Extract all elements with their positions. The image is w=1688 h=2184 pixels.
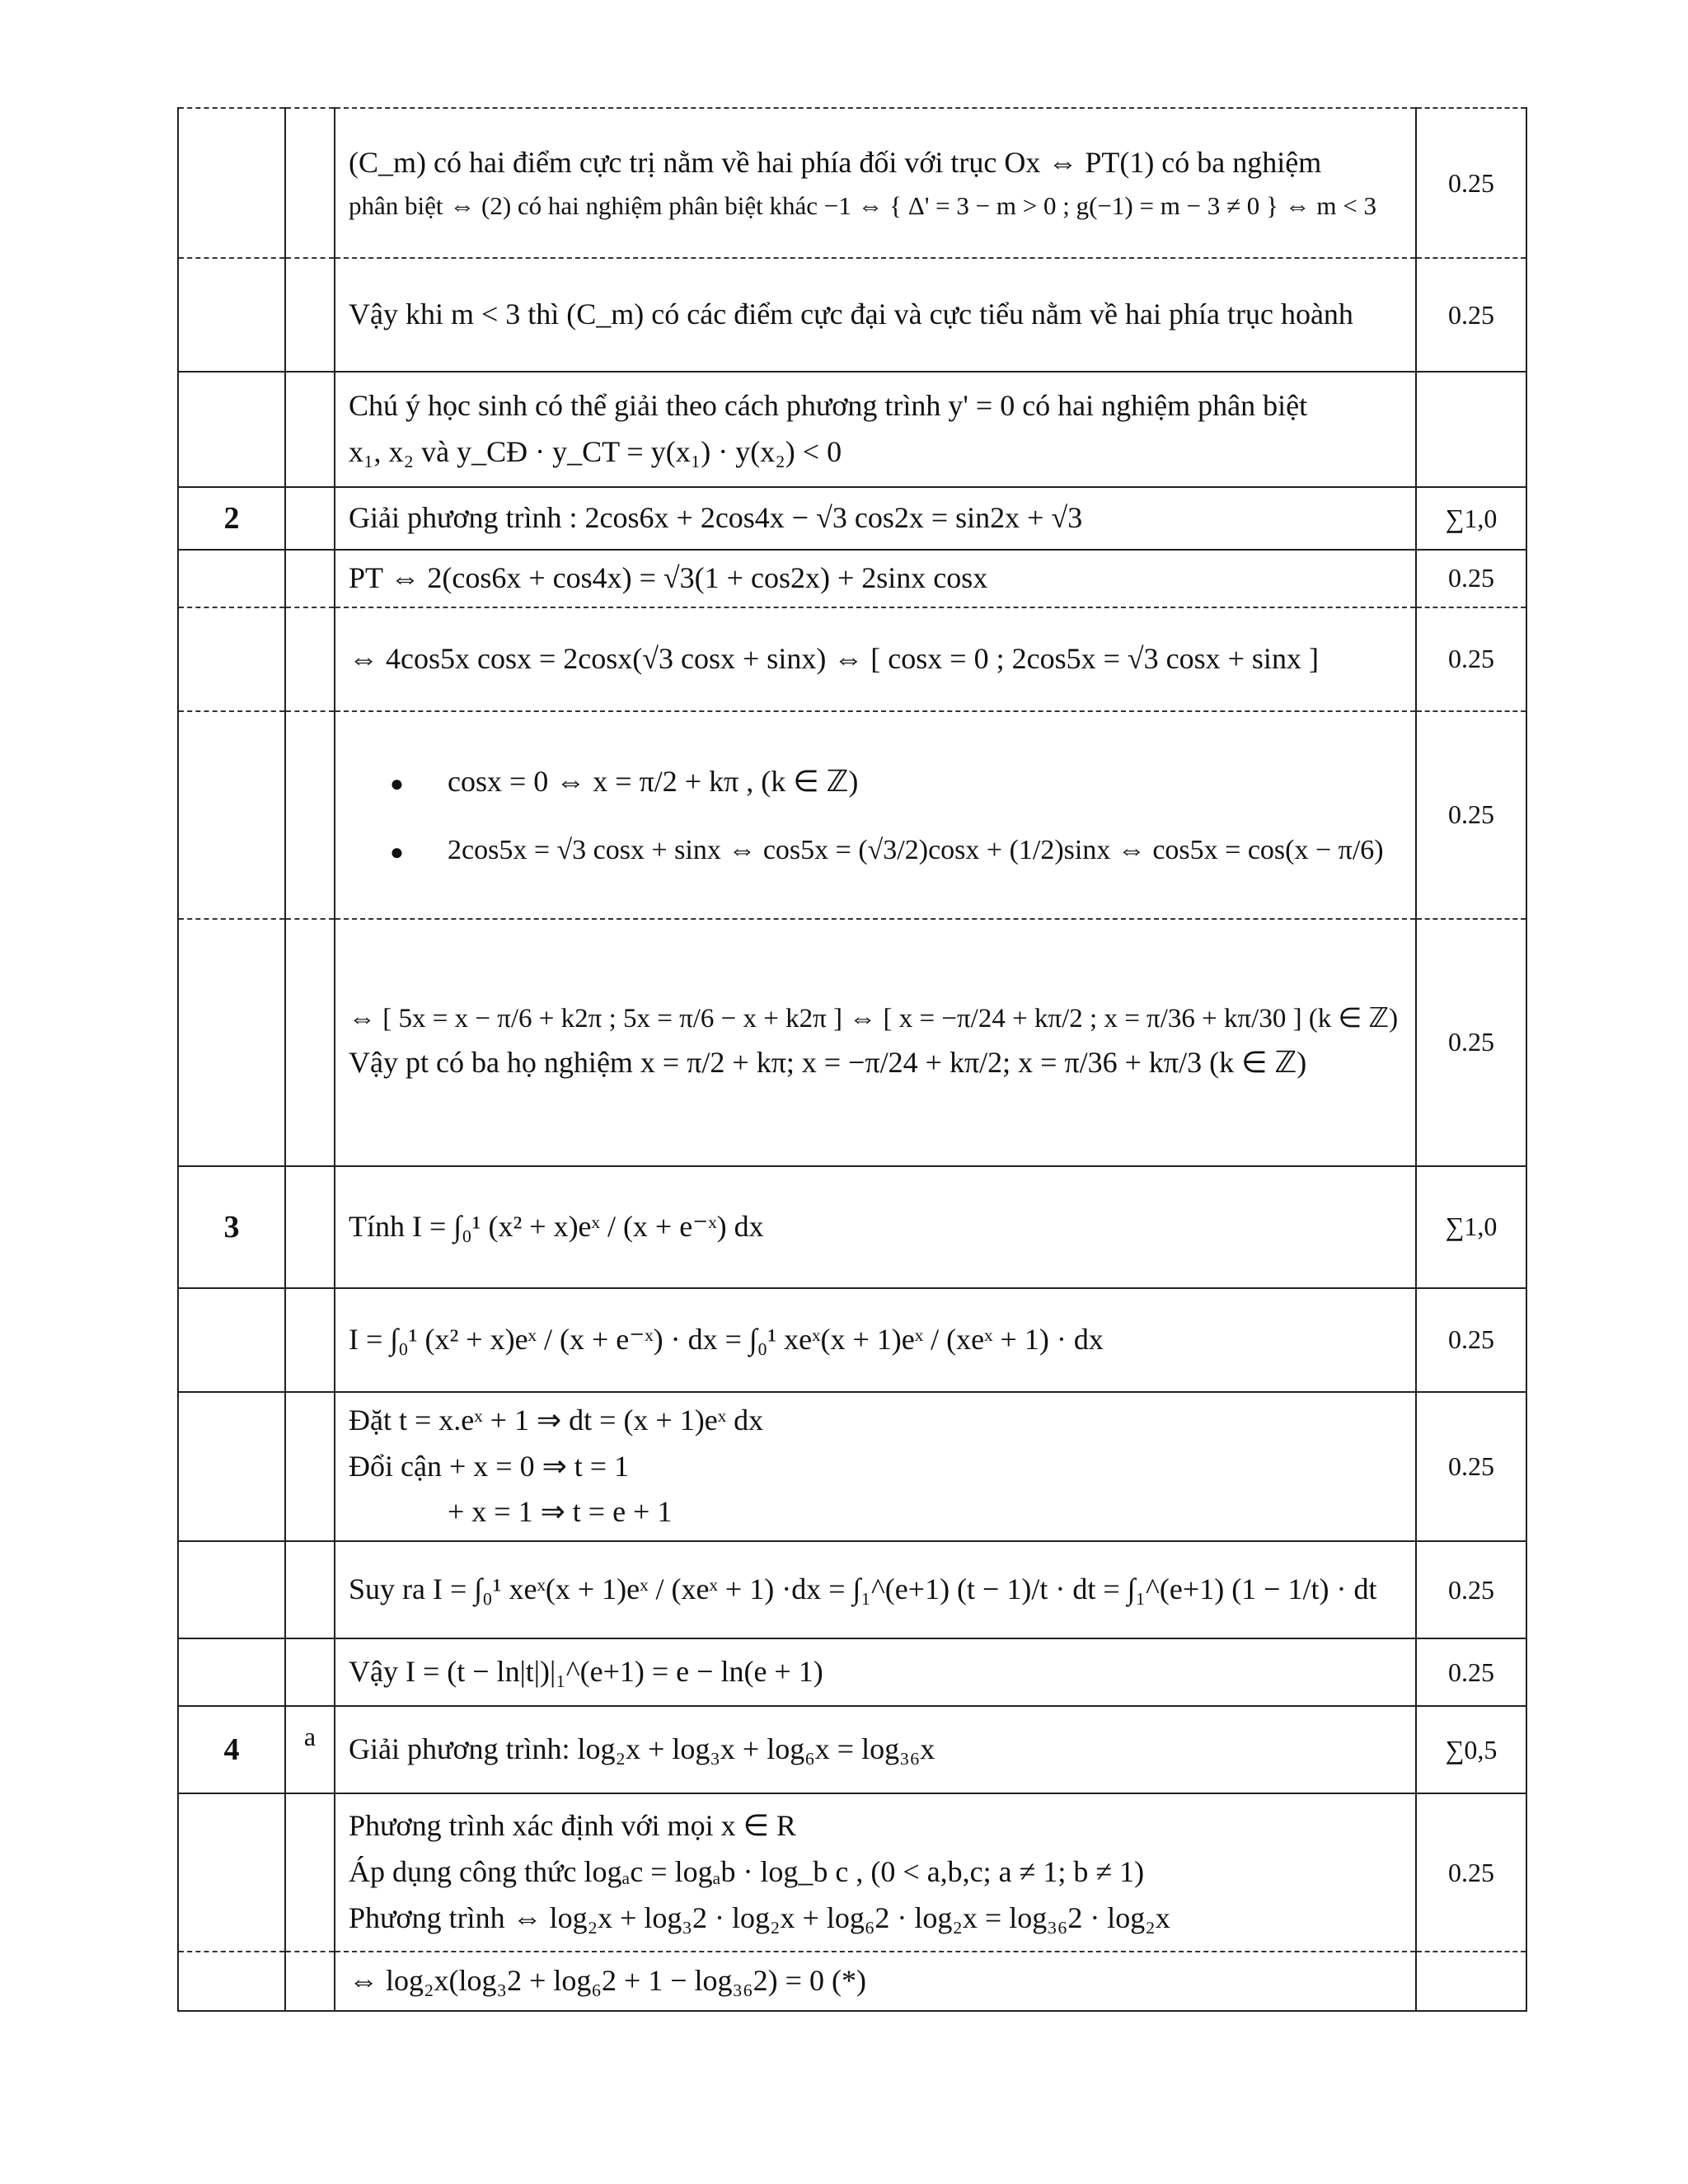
solution-content [335, 1952, 1416, 2011]
solution-line: + x = 1 ⇒ t = e + 1 [448, 1495, 673, 1529]
sub-part [285, 550, 335, 607]
solution-content [335, 1793, 1416, 1952]
question-number [178, 607, 285, 711]
sub-part [285, 1541, 335, 1638]
sub-part: a [285, 1706, 335, 1793]
solution-line: x₁, x₂ và y_CĐ · y_CT = y(x₁) · y(x₂) < 0 [349, 435, 842, 468]
sub-part [285, 258, 335, 372]
solution-line: (C_m) có hai điểm cực trị nằm về hai phía đối với trục Ox ⇔ PT(1) có ba nghiệm [349, 146, 1322, 180]
answer-table-body [178, 108, 1526, 2011]
sub-part [285, 919, 335, 1166]
solution-line: PT ⇔ 2(cos6x + cos4x) = √3(1 + cos2x) + 2sinx cosx [349, 561, 988, 594]
solution-line: phân biệt ⇔ (2) có hai nghiệm phân biệt khác −1 ⇔ { Δ' = 3 − m > 0 ; g(−1) = m − 3 ≠ 0 } ⇔ m < 3 [349, 190, 1377, 220]
answer-row [178, 1166, 1526, 1288]
answer-row [178, 1638, 1526, 1706]
solution-content [335, 607, 1416, 711]
score: 0.25 [1416, 919, 1526, 1166]
answer-row [178, 372, 1526, 487]
score: 0.25 [1416, 1793, 1526, 1952]
score: 0.25 [1416, 1638, 1526, 1706]
question-number: 2 [178, 487, 285, 550]
bullet-text: cosx = 0 ⇔ x = π/2 + kπ , (k ∈ ℤ) [448, 764, 859, 798]
solution-line: Áp dụng công thức logₐc = logₐb · log_b c , (0 < a,b,c; a ≠ 1; b ≠ 1) [349, 1855, 1145, 1889]
bullet-icon: ● [390, 839, 404, 865]
question-number [178, 1288, 285, 1392]
question-number [178, 1793, 285, 1952]
score: ∑0,5 [1416, 1706, 1526, 1793]
answer-row [178, 1541, 1526, 1638]
question-number [178, 372, 285, 487]
answer-row [178, 550, 1526, 607]
question-number [178, 919, 285, 1166]
solution-content [335, 487, 1416, 550]
score: ∑1,0 [1416, 1166, 1526, 1288]
solution-line: Đặt t = x.eˣ + 1 ⇒ dt = (x + 1)eˣ dx [349, 1403, 764, 1436]
score [1416, 372, 1526, 487]
solution-line: Đổi cận + x = 0 ⇒ t = 1 [349, 1449, 630, 1483]
sub-part [285, 711, 335, 919]
score: 0.25 [1416, 711, 1526, 919]
solution-line: Vậy I = (t − ln|t|)|₁^(e+1) = e − ln(e + 1) [349, 1655, 823, 1689]
score: 0.25 [1416, 108, 1526, 258]
solution-content [335, 1541, 1416, 1638]
answer-row [178, 919, 1526, 1166]
answer-row [178, 1952, 1526, 2011]
sub-part [285, 1166, 335, 1288]
question-number [178, 550, 285, 607]
answer-row [178, 1706, 1526, 1793]
solution-content [335, 372, 1416, 487]
sub-part [285, 372, 335, 487]
question-number: 3 [178, 1166, 285, 1288]
solution-content [335, 1638, 1416, 1706]
sub-part [285, 1638, 335, 1706]
answer-row [178, 108, 1526, 258]
answer-row [178, 607, 1526, 711]
question-number [178, 1952, 285, 2011]
score: 0.25 [1416, 1288, 1526, 1392]
solution-line: Vậy khi m < 3 thì (C_m) có các điểm cực đại và cực tiểu nằm về hai phía trục hoành [349, 298, 1353, 331]
score: 0.25 [1416, 607, 1526, 711]
answer-row [178, 1793, 1526, 1952]
solution-content [335, 108, 1416, 258]
question-number: 4 [178, 1706, 285, 1793]
solution-line: ⇔ log₂x(log₃2 + log₆2 + 1 − log₃₆2) = 0 (*) [349, 1964, 866, 1998]
score: ∑1,0 [1416, 487, 1526, 550]
sub-part [285, 1288, 335, 1392]
score [1416, 1952, 1526, 2011]
answer-table [177, 107, 1527, 2012]
solution-line: ⇔ 4cos5x cosx = 2cosx(√3 cosx + sinx) ⇔ [ cosx = 0 ; 2cos5x = √3 cosx + sinx ] [349, 641, 1319, 675]
sub-part [285, 607, 335, 711]
solution-line: Giải phương trình: log₂x + log₃x + log₆x = log₃₆x [349, 1732, 935, 1766]
sub-part [285, 108, 335, 258]
sub-part [285, 1952, 335, 2011]
solution-content [335, 919, 1416, 1166]
bullet-icon: ● [390, 771, 404, 797]
solution-content [335, 711, 1416, 919]
solution-line: Vậy pt có ba họ nghiệm x = π/2 + kπ; x = −π/24 + kπ/2; x = π/36 + kπ/3 (k ∈ ℤ) [349, 1046, 1307, 1080]
answer-sheet [177, 107, 1526, 2021]
question-number [178, 711, 285, 919]
question-number [178, 1392, 285, 1541]
answer-row [178, 487, 1526, 550]
sub-part [285, 1793, 335, 1952]
solution-line: Chú ý học sinh có thể giải theo cách phương trình y' = 0 có hai nghiệm phân biệt [349, 389, 1308, 423]
solution-content [335, 1706, 1416, 1793]
question-number [178, 1541, 285, 1638]
bullet-item [349, 817, 1402, 884]
solution-content [335, 1288, 1416, 1392]
question-number [178, 108, 285, 258]
solution-line: I = ∫₀¹ (x² + x)eˣ / (x + e⁻ˣ) · dx = ∫₀¹ xeˣ(x + 1)eˣ / (xeˣ + 1) · dx [349, 1322, 1104, 1356]
solution-content [335, 1392, 1416, 1541]
answer-row [178, 258, 1526, 372]
sub-part [285, 1392, 335, 1541]
score: 0.25 [1416, 1392, 1526, 1541]
score: 0.25 [1416, 550, 1526, 607]
answer-row [178, 711, 1526, 919]
solution-content [335, 550, 1416, 607]
bullet-item [349, 746, 1402, 817]
solution-content [335, 1166, 1416, 1288]
question-number [178, 258, 285, 372]
solution-line: Suy ra I = ∫₀¹ xeˣ(x + 1)eˣ / (xeˣ + 1) ·dx = ∫₁^(e+1) (t − 1)/t · dt = ∫₁^(e+1) (1 − 1/t) · dt [349, 1572, 1377, 1606]
score: 0.25 [1416, 258, 1526, 372]
question-number [178, 1638, 285, 1706]
solution-line: Giải phương trình : 2cos6x + 2cos4x − √3 cos2x = sin2x + √3 [349, 501, 1083, 535]
score: 0.25 [1416, 1541, 1526, 1638]
bullet-text: 2cos5x = √3 cosx + sinx ⇔ cos5x = (√3/2)cosx + (1/2)sinx ⇔ cos5x = cos(x − π/6) [448, 835, 1384, 866]
solution-line: ⇔ [ 5x = x − π/6 + k2π ; 5x = π/6 − x + k2π ] ⇔ [ x = −π/24 + kπ/2 ; x = π/36 + kπ/30 ] (k ∈ ℤ) [349, 1004, 1399, 1034]
answer-row [178, 1392, 1526, 1541]
solution-content [335, 258, 1416, 372]
solution-line: Tính I = ∫₀¹ (x² + x)eˣ / (x + e⁻ˣ) dx [349, 1209, 764, 1243]
solution-line: Phương trình ⇔ log₂x + log₃2 · log₂x + log₆2 · log₂x = log₃₆2 · log₂x [349, 1901, 1170, 1935]
answer-row [178, 1288, 1526, 1392]
solution-line: Phương trình xác định với mọi x ∈ R [349, 1809, 796, 1843]
sub-part [285, 487, 335, 550]
